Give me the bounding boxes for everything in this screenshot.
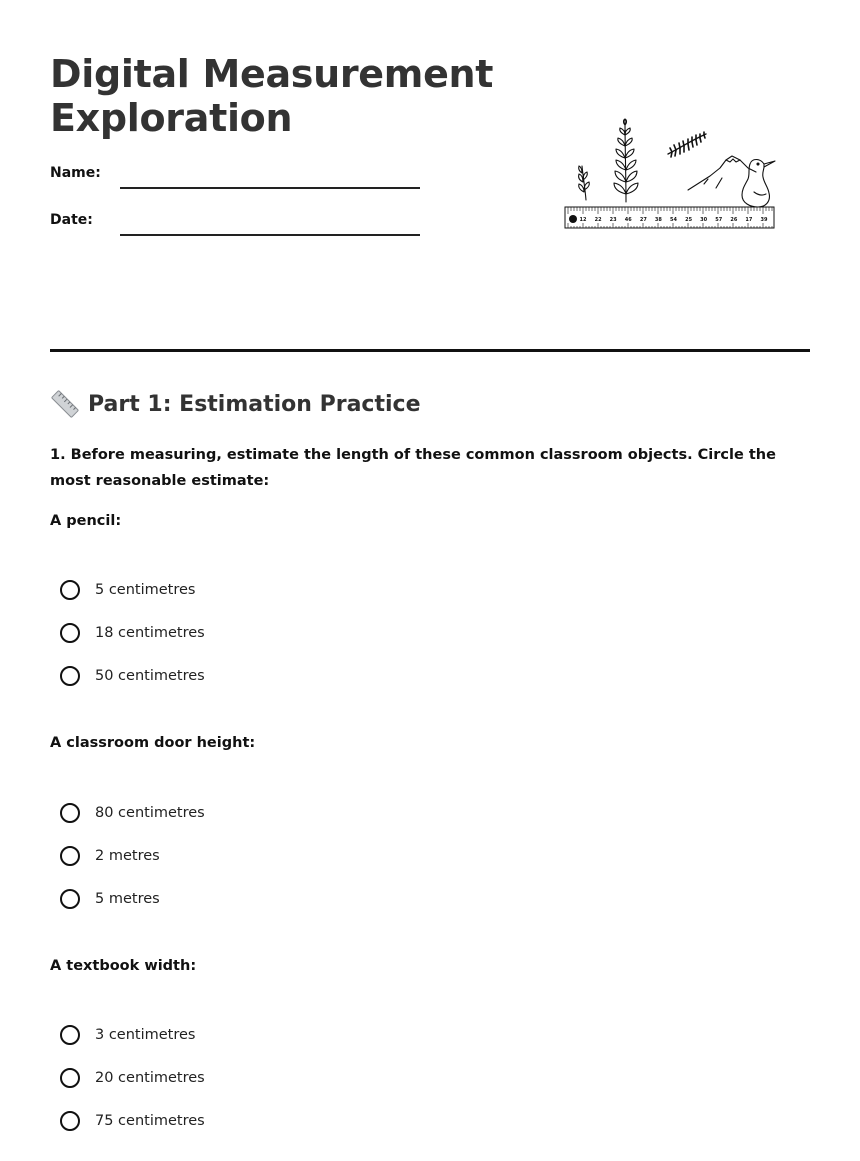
worksheet-page bbox=[50, 0, 810, 1161]
radio-circle[interactable] bbox=[60, 889, 80, 909]
ruler-number: 38 bbox=[654, 217, 662, 223]
small-sprig-stem bbox=[582, 166, 586, 200]
illustration-ruler bbox=[565, 207, 774, 228]
radio-circle[interactable] bbox=[60, 623, 80, 643]
ruler-icon bbox=[50, 389, 80, 419]
item-pencil-label: A pencil: bbox=[50, 513, 122, 529]
ruler-number: 39 bbox=[760, 217, 768, 223]
mountain-outline bbox=[688, 156, 756, 190]
name-label: Name: bbox=[50, 165, 101, 181]
option-pencil-1[interactable] bbox=[60, 577, 195, 603]
option-label: 18 centimetres bbox=[95, 625, 205, 641]
ruler-number: 22 bbox=[594, 217, 602, 223]
ruler-number: 54 bbox=[670, 217, 677, 223]
nz-nature-ruler-illustration bbox=[564, 118, 780, 233]
date-label: Date: bbox=[50, 212, 93, 228]
item-textbook-label: A textbook width: bbox=[50, 958, 197, 974]
option-label: 80 centimetres bbox=[95, 805, 205, 821]
option-textbook-3[interactable] bbox=[60, 1108, 205, 1134]
radio-circle[interactable] bbox=[60, 1111, 80, 1131]
option-textbook-2[interactable] bbox=[60, 1065, 205, 1091]
option-label: 5 metres bbox=[95, 891, 160, 907]
option-label: 5 centimetres bbox=[95, 582, 196, 598]
ruler-number: 27 bbox=[639, 217, 647, 223]
section-divider bbox=[50, 349, 810, 352]
page-title-line-1: Digital Measurement bbox=[50, 52, 494, 96]
option-label: 75 centimetres bbox=[95, 1113, 205, 1129]
part1-title: Part 1: Estimation Practice bbox=[88, 391, 421, 417]
option-pencil-3[interactable] bbox=[60, 663, 205, 689]
radio-circle[interactable] bbox=[60, 846, 80, 866]
option-textbook-1[interactable] bbox=[60, 1022, 195, 1048]
option-label: 2 metres bbox=[95, 848, 160, 864]
option-label: 20 centimetres bbox=[95, 1070, 205, 1086]
page-title bbox=[50, 52, 520, 140]
ruler-number: 12 bbox=[579, 217, 587, 223]
name-field[interactable] bbox=[120, 187, 420, 189]
option-label: 50 centimetres bbox=[95, 668, 205, 684]
page-title-line-2: Exploration bbox=[50, 96, 293, 140]
ruler-number: 23 bbox=[609, 217, 617, 223]
ruler-number: 30 bbox=[700, 217, 708, 223]
item-door-label: A classroom door height: bbox=[50, 735, 256, 751]
radio-circle[interactable] bbox=[60, 580, 80, 600]
radio-circle[interactable] bbox=[60, 1068, 80, 1088]
ruler-number: 46 bbox=[624, 217, 632, 223]
option-label: 3 centimetres bbox=[95, 1027, 196, 1043]
option-pencil-2[interactable] bbox=[60, 620, 205, 646]
radio-circle[interactable] bbox=[60, 803, 80, 823]
date-field[interactable] bbox=[120, 234, 420, 236]
option-door-1[interactable] bbox=[60, 800, 205, 826]
ruler-number: 57 bbox=[715, 217, 723, 223]
question-1-text: 1. Before measuring, estimate the length of these common classroom objects. Circle the most reasonable estimate: bbox=[50, 447, 776, 489]
radio-circle[interactable] bbox=[60, 666, 80, 686]
option-door-3[interactable] bbox=[60, 886, 160, 912]
ruler-number: 26 bbox=[730, 217, 738, 223]
radio-circle[interactable] bbox=[60, 1025, 80, 1045]
ruler-number: 17 bbox=[745, 217, 753, 223]
ruler-dot bbox=[569, 215, 577, 223]
option-door-2[interactable] bbox=[60, 843, 160, 869]
ruler-number: 25 bbox=[685, 217, 693, 223]
part1-header bbox=[50, 388, 421, 420]
